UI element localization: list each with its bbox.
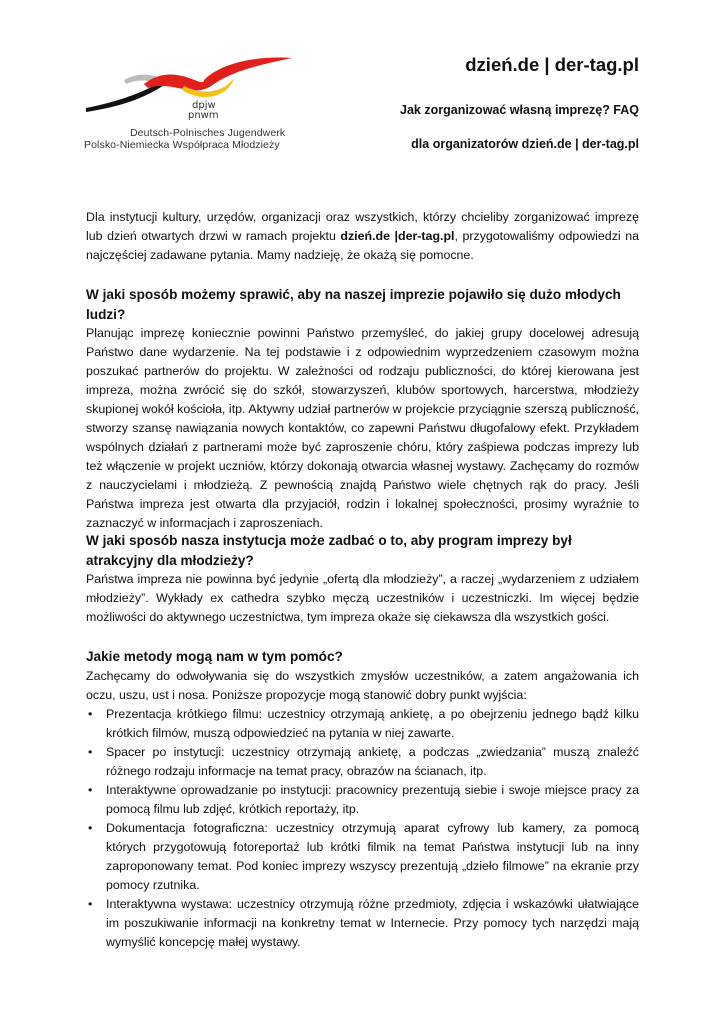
- section-text: Zachęcamy do odwoływania się do wszystkich zmysłów uczestników, a zatem angażowania ich oczu, uszu, ust i nosa. Poniższe propozycje mogą stanowić dobry punkt wyjścia:: [86, 668, 639, 702]
- bullet-icon: •: [88, 744, 93, 759]
- list-item: [86, 819, 639, 895]
- faq-section-1: [86, 285, 639, 533]
- bullet-icon: •: [88, 820, 93, 835]
- document-subtitle: dla organizatorów dzień.de | der-tag.pl: [411, 137, 639, 151]
- logo-org-pl: Polsko-Niemiecka Współpraca Młodzieży: [84, 139, 280, 151]
- section-heading: W jaki sposób możemy sprawić, aby na naszej imprezie pojawiło się dużo młodych ludzi?: [86, 287, 621, 322]
- intro-paragraph: [86, 208, 639, 265]
- logo-swoosh-icon: [84, 50, 294, 125]
- list-item-text: Interaktywne oprowadzanie po instytucji: pracownicy prezentują siebie i swoje miejsce pracy za pomocą filmu lub zdjęć, krótkich reportaży, itp.: [106, 782, 639, 816]
- list-item-text: Dokumentacja fotograficzna: uczestnicy otrzymują aparat cyfrowy lub kamery, za pomocą których przygotowują fotoreportaż lub krótki filmik na temat Państwa instytucji lub na inny zaproponowany temat. Pod koniec imprezy wszyscy prezentują „dzieło filmowe” na ekranie przy pomocy rzutnika.: [106, 820, 639, 892]
- list-item-text: Interaktywna wystawa: uczestnicy otrzymują różne przedmioty, zdjęcia i wskazówki ułatwiające im poszukiwanie informacji na konkretny temat w Internecie. Przy pomocy tych narzędzi mają wymyślić koncepcję małej wystawy.: [106, 896, 639, 949]
- methods-list: [86, 705, 639, 952]
- section-heading: W jaki sposób nasza instytucja może zadbać o to, aby program imprezy był atrakcyjny dla młodzieży?: [86, 533, 572, 568]
- list-item: [86, 743, 639, 781]
- list-item-text: Prezentacja krótkiego filmu: uczestnicy otrzymają ankietę, a po obejrzeniu jednego bądź kilku krótkich filmów, muszą odpowiedzieć na pytania w niej zawarte.: [106, 706, 639, 740]
- document-title: Jak zorganizować własną imprezę? FAQ: [400, 103, 639, 117]
- bullet-icon: •: [88, 782, 93, 797]
- site-title: dzień.de | der-tag.pl: [465, 54, 639, 75]
- bullet-icon: •: [88, 706, 93, 721]
- intro-project-name: dzień.de |der-tag.pl: [340, 229, 455, 243]
- dpjw-logo: [84, 50, 294, 155]
- list-item: [86, 781, 639, 819]
- logo-abbr-pl: pnwm: [188, 110, 219, 121]
- section-heading: Jakie metody mogą nam w tym pomóc?: [86, 649, 343, 664]
- section-text: Państwa impreza nie powinna być jedynie „ofertą dla młodzieży”, a raczej „wydarzeniem z udziałem młodzieży”. Wykłady ex cathedra szybko męczą uczestników i uczestniczki. Im więcej będzie możliwości do aktywnego uczestnictwa, tym impreza okaże się ciekawsza dla wszystkich gości.: [86, 572, 639, 624]
- bullet-icon: •: [88, 896, 93, 911]
- list-item: [86, 895, 639, 952]
- faq-section-2: [86, 531, 639, 627]
- intro-text-end: , przygotowaliśmy odpowiedzi na najczęściej zadawane pytania. Mamy nadzieję, że okażą się pomocne.: [86, 229, 639, 262]
- logo-abbr-de: dpjw: [192, 100, 216, 111]
- section-text: Planując imprezę koniecznie powinni Państwo przemyśleć, do jakiej grupy docelowej adresują Państwo dane wydarzenie. Na tej podstawie i z odpowiednim wyprzedzeniem czasowym można poszukać partnerów do projektu. W zależności od rodzaju publiczności, do której kierowana jest impreza, można zwrócić się do szkół, stowarzyszeń, klubów sportowych, harcerstwa, młodzieży skupionej wokół kościoła, itp. Aktywny udział partnerów w projekcie przyciągnie szerszą publiczność, stworzy szansę nawiązania nowych kontaktów, co zapewni Państwu długofalowy efekt. Przykładem wspólnych działań z partnerami może być zaproszenie chóru, który zaśpiewa podczas imprezy lub też włączenie w projekt uczniów, którzy dokonają otwarcia własnej wystawy. Zachęcamy do rozmów z nauczycielami i młodzieżą. Z pewnością znajdą Państwo wiele chętnych rąk do pracy. Jeśli Państwa impreza jest otwarta dla przyjaciół, rodzin i lokalnej społeczności, prosimy wyraźnie to zaznaczyć w informacjach i zaproszeniach.: [86, 326, 639, 530]
- list-item-text: Spacer po instytucji: uczestnicy otrzymają ankietę, a podczas „zwiedzania” muszą znaleźć różnego rodzaju informacje na temat pracy, obrazów na ścianach, itp.: [106, 744, 639, 778]
- intro-text: Dla instytucji kultury, urzędów, organizacji oraz wszystkich, którzy chcieliby zorganizować imprezę lub dzień otwartych drzwi w ramach projektu: [86, 210, 639, 243]
- logo-org-de: Deutsch-Polnisches Jugendwerk: [130, 127, 286, 139]
- list-item: [86, 705, 639, 743]
- faq-section-3: [86, 647, 639, 952]
